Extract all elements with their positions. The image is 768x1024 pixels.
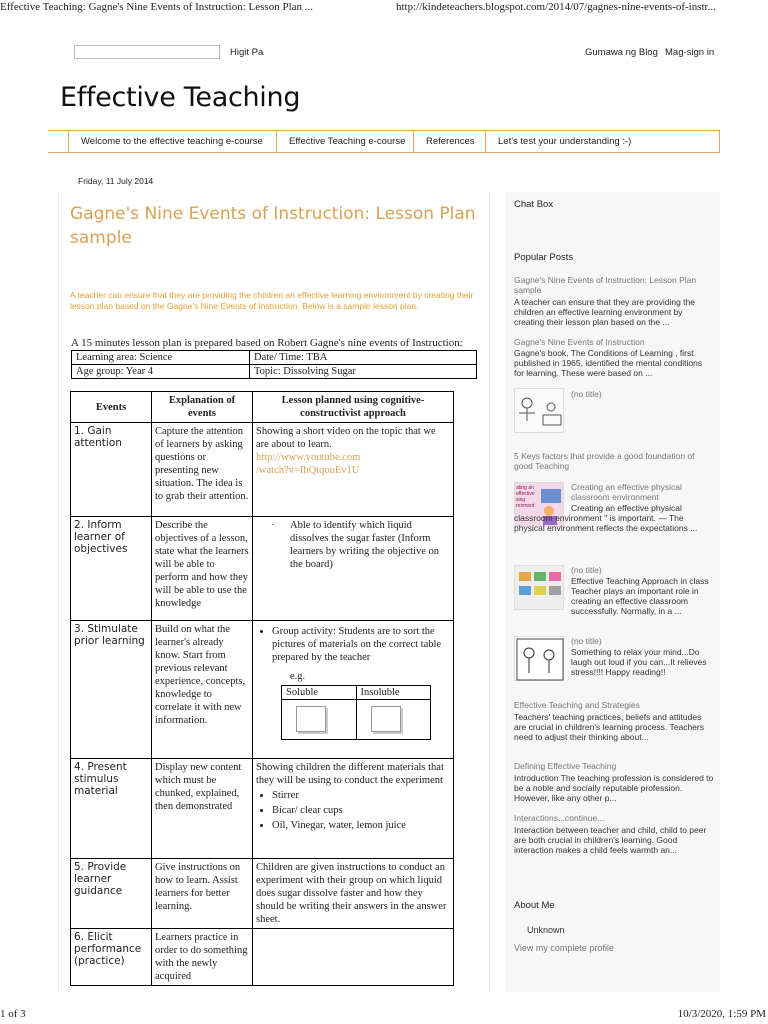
lesson-cell <box>253 621 454 759</box>
author-name[interactable]: Unknown <box>527 925 565 935</box>
lesson-cell <box>253 517 454 621</box>
print-page-url: http://kindeteachers.blogspot.com/2014/07/gagnes-nine-events-of-instr... <box>396 1 716 13</box>
popular-post-snippet: Effective Teaching Approach in class Teacher plays an important role in creating an effective classroom successfully. Normally, in a ... <box>571 576 709 616</box>
list-item: • Bicar/ clear cups <box>272 804 450 817</box>
soluble-cell <box>282 700 357 740</box>
popular-post-snippet: Something to relax your mind...Do laugh out loud if you can...It relieves stress!!!! Happy reading!! <box>571 647 707 677</box>
post-title[interactable]: Gagne's Nine Events of Instruction: Lesson Plan sample <box>70 204 476 248</box>
classroom-drawing-icon <box>515 389 565 434</box>
header-explanation: Explanation of events <box>152 392 253 423</box>
post-intro: A teacher can ensure that they are providing the children an effective learning environment by creating their lesson plan based on the Gagne's Nine Events of Instruction. Below is a sample lesson plan. <box>70 290 474 311</box>
popular-post-link[interactable]: Defining Effective Teaching <box>514 761 617 771</box>
blog-title[interactable]: Effective Teaching <box>60 82 301 113</box>
insoluble-cell <box>356 700 431 740</box>
list-item: • Oil, Vinegar, water, lemon juice <box>272 819 450 832</box>
lesson-text: Showing children the different materials that they will be using to conduct the experiment <box>256 762 444 786</box>
post-thumbnail[interactable] <box>514 388 564 433</box>
post-date: Friday, 11 July 2014 <box>78 176 154 186</box>
lesson-cell: Children are given instructions to conduct an experiment with their group on which liquid does sugar dissolve faster and how they should be writing their answers in the answer sheet. <box>253 859 454 929</box>
print-page-number: 1 of 3 <box>0 1008 26 1020</box>
explanation-cell: Learners practice in order to do something with the newly acquired <box>152 929 253 986</box>
event-cell: 1. Gain attention <box>71 423 152 517</box>
picture-thumbnail <box>296 706 326 732</box>
explanation-cell: Build on what the learner's already know. Start from previous relevant experience, concepts, knowledge to correlate it with new information. <box>152 621 253 759</box>
list-item: • Stirrer <box>272 789 450 802</box>
tab-references[interactable] <box>413 131 485 152</box>
youtube-link-part: http://www.youtube.com <box>256 452 361 463</box>
print-header <box>0 0 768 16</box>
popular-post-snippet: Gagne's book, The Conditions of Learning , first published in 1965, identified the mental conditions for learning. These were based on ... <box>514 348 703 378</box>
date-time-cell: Date/ Time: TBA <box>250 351 477 365</box>
page-tabs <box>48 130 720 153</box>
materials-list <box>272 789 450 832</box>
table-row <box>71 929 454 986</box>
view-profile-link[interactable]: View my complete profile <box>514 943 614 953</box>
colored-cards-icon <box>515 566 565 611</box>
popular-post-snippet: Introduction The teaching profession is considered to be a noble and socially reputable profession. However, like any other p... <box>514 773 714 803</box>
event-cell: 6. Elicit performance (practice) <box>71 929 152 986</box>
popular-post-link[interactable]: Effective Teaching and Strategies <box>514 700 640 710</box>
print-footer <box>0 1006 768 1024</box>
lesson-cell <box>253 423 454 517</box>
header-events: Events <box>71 392 152 423</box>
event-cell: 2. Inform learner of objectives <box>71 517 152 621</box>
tab-label: References <box>426 136 475 147</box>
youtube-link[interactable] <box>256 451 450 477</box>
lesson-text: Able to identify which liquid dissolves the sugar faster (Inform learners by writing the objective on the board) <box>290 520 439 570</box>
cartoon-strip-icon <box>515 637 565 682</box>
topic-cell: Topic: Dissolving Sugar <box>250 365 477 379</box>
popular-post-link[interactable]: (no title) <box>571 389 602 399</box>
header-lesson: Lesson planned using cognitive-constructivist approach <box>253 392 454 423</box>
popular-post-link[interactable]: Gagne's Nine Events of Instruction: Lesson Plan sample <box>514 275 697 295</box>
table-row <box>71 621 454 759</box>
post-paragraph: A 15 minutes lesson plan is prepared based on Robert Gagne's nine events of Instruction: <box>71 337 463 349</box>
popular-post-snippet: Teachers' teaching practices, beliefs and attitudes are crucial in children's learning process. Teachers need to adjust their thinking about... <box>514 712 704 742</box>
lesson-text: • Group activity: Students are to sort the pictures of materials on the correct table prepared by the teacher <box>272 625 450 664</box>
popular-post-link[interactable]: Creating an effective physical classroom environment <box>571 482 682 502</box>
table-row <box>71 423 454 517</box>
popular-post-link[interactable]: 5 Keys factors that provide a good foundation of good Teaching <box>514 451 695 471</box>
example-label: e.g. <box>290 671 306 682</box>
lesson-plan-table <box>70 391 454 986</box>
explanation-cell: Describe the objectives of a lesson, state what the learners will be able to perform and how they will be able to use the knowledge <box>152 517 253 621</box>
youtube-link-part: /watch?v=IhQtqouEv1U <box>256 465 360 476</box>
event-cell: 4. Present stimulus material <box>71 759 152 859</box>
bullet-list <box>272 625 450 664</box>
print-page-title: Effective Teaching: Gagne's Nine Events of Instruction: Lesson Plan ... <box>0 1 314 13</box>
soluble-header: Soluble <box>282 686 357 700</box>
sign-in-link[interactable]: Mag-sign in <box>665 47 715 58</box>
picture-thumbnail <box>371 706 401 732</box>
age-group-cell: Age group: Year 4 <box>72 365 250 379</box>
popular-post-link[interactable]: Gagne's Nine Events of Instruction <box>514 337 645 347</box>
popular-post-link[interactable]: (no title) <box>571 636 602 646</box>
table-row <box>71 759 454 859</box>
lesson-cell <box>253 929 454 986</box>
thumbnail-caption: ating an effective sing ronment <box>516 485 535 509</box>
event-cell: 3. Stimulate prior learning <box>71 621 152 759</box>
post-thumbnail[interactable] <box>514 565 564 610</box>
more-button[interactable]: Higit Pa <box>230 47 264 58</box>
search-input[interactable] <box>74 45 220 59</box>
popular-post-snippet: Creating an effective physical classroom environment " is important. — The physical environment reflects the expectations ... <box>514 503 698 533</box>
chat-box-heading: Chat Box <box>514 199 554 210</box>
popular-post-snippet: Interaction between teacher and child, child to peer are both crucial in children's learning. Good interaction makes a child feels warmth an... <box>514 825 707 855</box>
tab-label: Let's test your understanding :-) <box>498 136 632 147</box>
lesson-text: Showing a short video on the topic that we are about to learn. <box>256 426 436 450</box>
popular-post-link[interactable]: (no title) <box>571 565 602 575</box>
tab-label: Welcome to the effective teaching e-course <box>81 136 263 147</box>
explanation-cell: Give instructions on how to learn. Assist learners for better learning. <box>152 859 253 929</box>
learning-area-cell: Learning area: Science <box>72 351 250 365</box>
explanation-cell: Display new content which must be chunked, explained, then demonstrated <box>152 759 253 859</box>
create-blog-link[interactable]: Gumawa ng Blog <box>585 47 658 58</box>
table-row <box>71 517 454 621</box>
popular-post-snippet: A teacher can ensure that they are providing the children an effective learning environment by creating their lesson plan based on the ... <box>514 297 695 327</box>
event-cell: 5. Provide learner guidance <box>71 859 152 929</box>
lesson-info-table <box>71 350 477 379</box>
table-row <box>71 859 454 929</box>
explanation-cell: Capture the attention of learners by asking questions or presenting new situation. The idea is to grab their attention. <box>152 423 253 517</box>
tab-label: Effective Teaching e-course <box>289 136 406 147</box>
lesson-cell <box>253 759 454 859</box>
tab-test-understanding[interactable] <box>485 131 720 152</box>
popular-post-link[interactable]: Interactions...continue... <box>514 813 605 823</box>
bullet-glyph: · <box>271 520 275 531</box>
tab-e-course[interactable] <box>276 131 413 152</box>
about-me-heading: About Me <box>514 900 555 911</box>
sort-table <box>281 685 431 740</box>
insoluble-header: Insoluble <box>356 686 431 700</box>
post-thumbnail[interactable] <box>514 636 564 681</box>
popular-posts-heading: Popular Posts <box>514 252 574 263</box>
print-datetime: 10/3/2020, 1:59 PM <box>677 1008 766 1020</box>
blogger-navbar <box>48 44 720 64</box>
tab-welcome[interactable] <box>68 131 276 152</box>
